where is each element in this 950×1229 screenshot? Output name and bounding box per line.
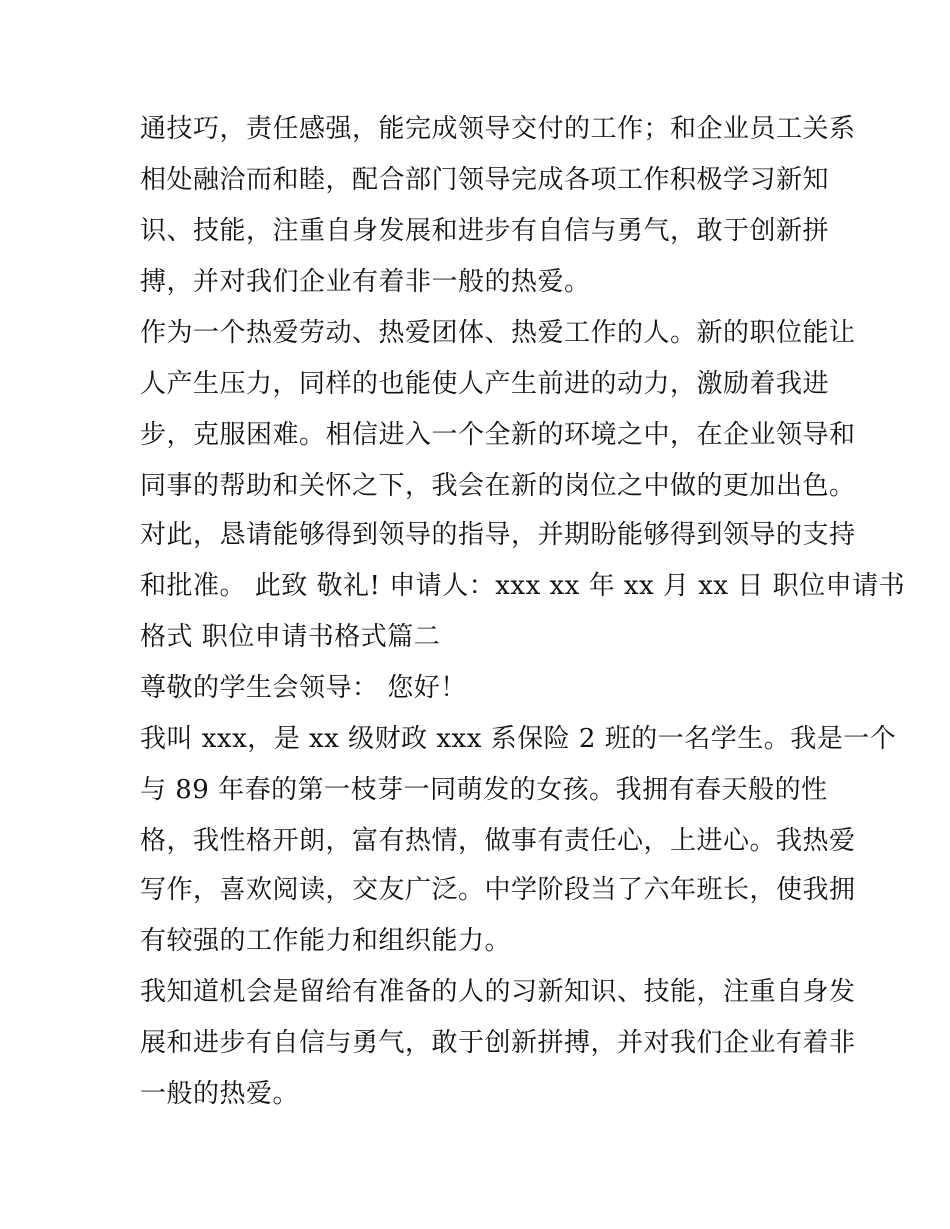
text-line: 作为一个热爱劳动、热爱团体、热爱工作的人。新的职位能让 [140,318,856,348]
text-line: 人产生压力，同样的也能使人产生前进的动力，激励着我进 [140,369,830,399]
text-line: 与 89 年春的第一枝芽一同萌发的女孩。我拥有春天般的性 [140,775,828,805]
text-line: 我叫 xxx，是 xx 级财政 xxx 系保险 2 班的一名学生。我是一个 [140,724,897,754]
text-line: 同事的帮助和关怀之下，我会在新的岗位之中做的更加出色。 [140,471,856,501]
text-line: 通技巧，责任感强，能完成领导交付的工作；和企业员工关系 [140,114,856,144]
text-line: 一般的热爱。 [140,1079,300,1109]
text-line: 有较强的工作能力和组织能力。 [140,926,512,956]
text-line: 写作，喜欢阅读，交友广泛。中学阶段当了六年班长，使我拥 [140,875,856,905]
text-line: 格，我性格开朗，富有热情，做事有责任心，上进心。我热爱 [140,826,856,856]
text-line: 我知道机会是留给有准备的人的习新知识、技能，注重自身发 [140,977,856,1007]
text-line: 和批准。 此致 敬礼! 申请人：xxx xx 年 xx 月 xx 日 职位申请书 [140,571,906,601]
text-line: 步，克服困难。相信进入一个全新的环境之中，在企业领导和 [140,420,856,450]
text-line: 相处融洽而和睦，配合部门领导完成各项工作积极学习新知 [140,165,830,195]
text-line: 格式 职位申请书格式篇二 [140,622,441,652]
text-line: 展和进步有自信与勇气，敢于创新拼搏，并对我们企业有着非 [140,1028,856,1058]
text-line: 对此，恳请能够得到领导的指导，并期盼能够得到领导的支持 [140,520,856,550]
text-line: 尊敬的学生会领导： 您好！ [140,673,467,703]
text-line: 搏，并对我们企业有着非一般的热爱。 [140,267,591,297]
text-line: 识、技能，注重自身发展和进步有自信与勇气，敢于创新拼 [140,216,830,246]
